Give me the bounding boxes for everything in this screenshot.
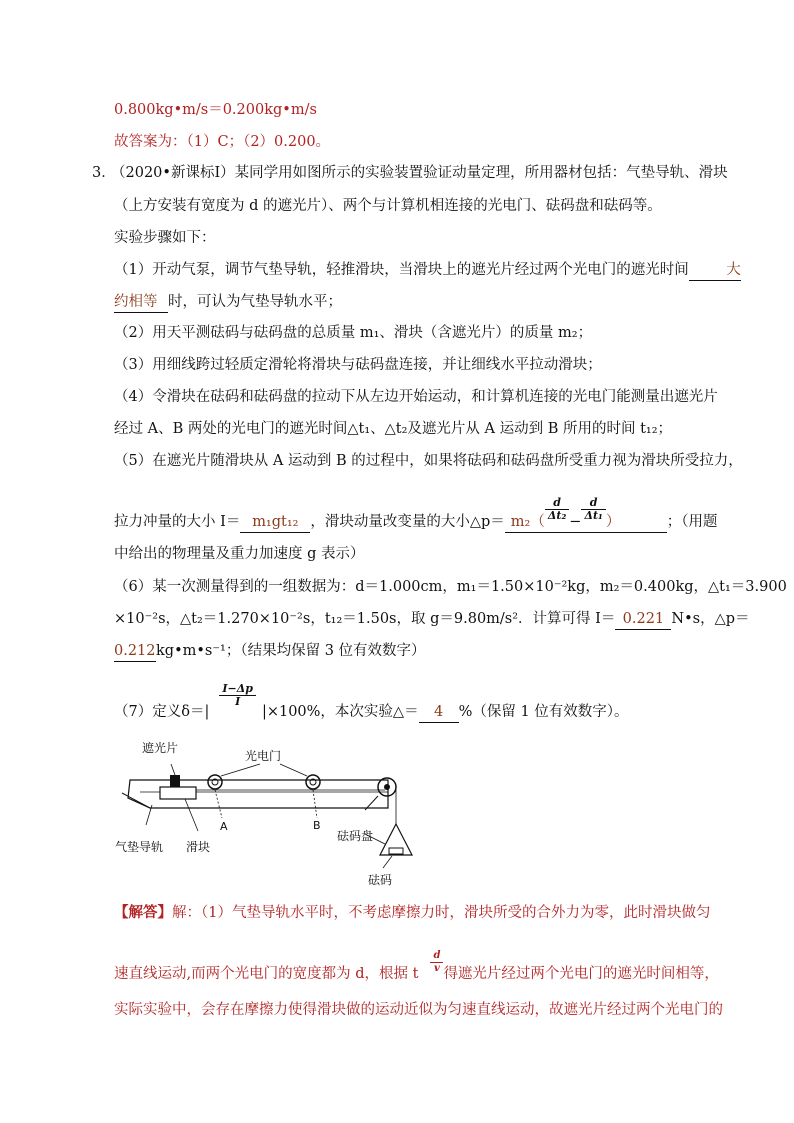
- step1-answer-b: 约相等: [114, 292, 168, 313]
- step2: （2）用天平测砝码与砝码盘的总质量 m₁、滑块（含遮光片）的质量 m₂；: [114, 325, 593, 341]
- solution-tag: 【解答】: [114, 904, 172, 921]
- question-number: 3．: [92, 165, 116, 181]
- weight-pointer: [383, 856, 392, 868]
- label-shield: 遮光片: [142, 741, 179, 755]
- fraction-num: d: [545, 497, 569, 510]
- step6-text-a: ×10⁻²s，△t₂＝1.270×10⁻²s，t₁₂＝1.50s，取 g＝9.80m/s²．计算可得 I＝: [114, 611, 616, 627]
- label-air-track: 气垫导轨: [115, 840, 164, 854]
- solution-text-1: 解：（1）气垫导轨水平时，不考虑摩擦力时，滑块所受的合外力为零，此时滑块做匀: [172, 905, 711, 921]
- prev-answer-line1: 0.800kg•m/s＝0.200kg•m/s: [114, 102, 317, 118]
- slider-pointer: [185, 799, 198, 831]
- step5-line3: 中给出的物理量及重力加速度 g 表示）: [114, 546, 365, 562]
- step5-text-b: ，滑块动量改变量的大小△p＝: [310, 514, 505, 530]
- solution-line3: 实际实验中，会存在摩擦力使得滑块做的运动近似为匀速直线运动，故遮光片经过两个光电门的: [114, 1002, 723, 1018]
- delta-fraction-num: I−Δp: [219, 683, 256, 696]
- momentum-m2: m₂（: [510, 514, 545, 530]
- step1-line1: [114, 260, 741, 281]
- step4-line1: （4）令滑块在砝码和砝码盘的拉动下从左边开始运动，和计算机连接的光电门能测量出遮光片: [114, 389, 718, 405]
- solution-fraction: [430, 950, 443, 975]
- fraction-num-2: d: [581, 497, 605, 510]
- solution-text-2a: 速直线运动,而两个光电门的宽度都为 d，根据 t: [114, 966, 419, 982]
- label-a: A: [220, 820, 228, 833]
- fraction-den-2: Δt₁: [584, 508, 603, 522]
- experiment-diagram: [100, 730, 430, 895]
- delta-fraction-den: I: [235, 694, 241, 708]
- step4-line2: 经过 A、B 两处的光电门的遮光时间△t₁、△t₂及遮光片从 A 运动到 B 所用的时间 t₁₂；: [114, 421, 673, 437]
- step7-text-a: （7）定义δ＝|: [114, 704, 210, 720]
- solution-line1: [114, 903, 710, 923]
- step6-line2: [114, 609, 750, 630]
- question-intro-line1: （2020•新课标Ⅰ）某同学用如图所示的实验装置验证动量定理，所用器材包括：气垫导轨、滑块: [111, 165, 728, 181]
- step7-text-b: |×100%，本次实验△＝: [261, 704, 419, 720]
- step6-text-c: kg•m•s⁻¹；（结果均保留 3 位有效数字）: [156, 643, 426, 659]
- fraction-d-dt2: [545, 497, 569, 522]
- step5-line2: [114, 495, 718, 539]
- impulse-answer: m₁gt₁₂: [240, 512, 310, 533]
- gate-pointer-b: [280, 764, 307, 776]
- label-weight-pan: 砝码盘: [337, 829, 374, 843]
- step1-answer-a: 大: [689, 260, 741, 281]
- step5-text-a: 拉力冲量的大小 I＝: [114, 514, 241, 530]
- question-intro-line2: （上方安装有宽度为 d 的遮光片）、两个与计算机相连接的光电门、砝码盘和砝码等。: [114, 198, 662, 214]
- weight-pan-hanger: [380, 824, 412, 855]
- solution-fraction-num: d: [430, 950, 443, 963]
- delta-answer: 4: [419, 702, 459, 723]
- label-b: B: [313, 819, 321, 832]
- solution-line2: [114, 949, 719, 990]
- air-track-nose-line: [122, 793, 150, 808]
- weight-block: [389, 848, 403, 854]
- momentum-value-answer: 0.212: [114, 641, 156, 662]
- step6-line1: （6）某一次测量得到的一组数据为：d＝1.000cm，m₁＝1.50×10⁻²kg，m₂＝0.400kg，△t₁＝3.900: [114, 579, 787, 595]
- step1-text-end: 时，可认为气垫导轨水平；: [168, 294, 342, 310]
- gate-pointer-a: [221, 764, 260, 776]
- impulse-value-answer: 0.221: [615, 609, 671, 630]
- step1-line2: [114, 292, 342, 313]
- photogate-a-dash: [215, 790, 222, 818]
- prev-answer-line2: 故答案为：（1）C；（2）0.200。: [114, 134, 331, 150]
- label-slider: 滑块: [186, 840, 211, 854]
- momentum-paren-close: ）: [605, 514, 621, 530]
- photogate-b-dash: [313, 790, 317, 818]
- solution-text-2b: 得遮光片经过两个光电门的遮光时间相等，: [443, 966, 719, 982]
- photogate-a: [208, 775, 222, 789]
- solution-fraction-den: v: [434, 962, 440, 974]
- minus-sign: −: [569, 514, 582, 530]
- step5-text-c: ；（用题: [666, 514, 718, 530]
- shield-pointer: [171, 764, 175, 775]
- steps-title: 实验步骤如下：: [114, 230, 216, 246]
- fraction-d-dt1: [581, 497, 605, 522]
- momentum-change-answer: [505, 495, 667, 533]
- label-weight: 砝码: [368, 873, 393, 887]
- photogate-b: [306, 775, 320, 789]
- step6-line3: [114, 641, 426, 662]
- shield-plate: [170, 775, 180, 787]
- delta-fraction: [219, 683, 256, 708]
- step6-text-b: N•s，△p＝: [671, 611, 750, 627]
- step1-text: （1）开动气泵，调节气垫导轨，轻推滑块，当滑块上的遮光片经过两个光电门的遮光时间: [114, 262, 689, 278]
- step3: （3）用细线跨过轻质定滑轮将滑块与砝码盘连接，并让细线水平拉动滑块；: [114, 357, 602, 373]
- pulley-center: [384, 784, 390, 790]
- step5-line1: （5）在遮光片随滑块从 A 运动到 B 的过程中，如果将砝码和砝码盘所受重力视为滑块所受拉力，: [114, 453, 743, 469]
- step7-text-c: %（保留 1 位有效数字）。: [458, 704, 629, 720]
- label-photogate: 光电门: [245, 749, 282, 763]
- slider-block: [160, 787, 196, 799]
- fraction-den: Δt₂: [547, 508, 567, 522]
